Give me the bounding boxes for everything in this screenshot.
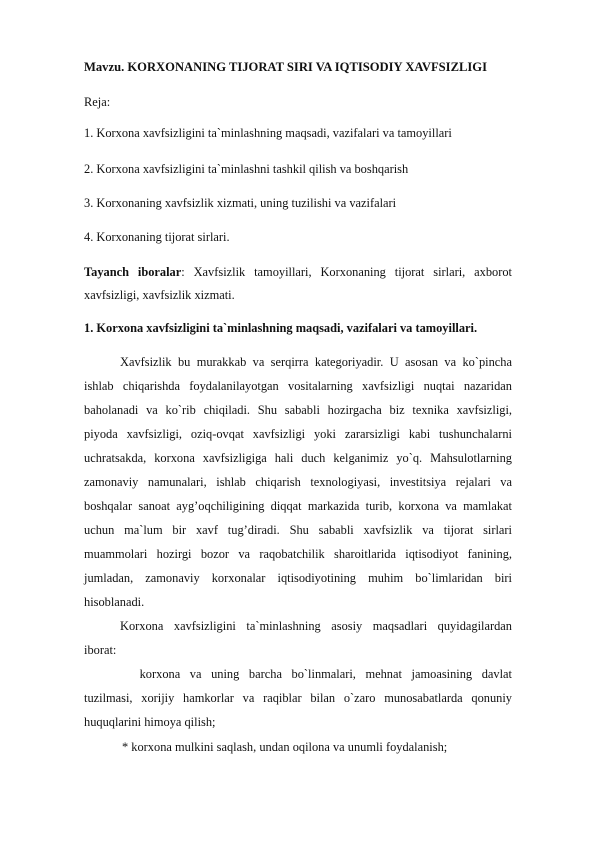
para1-line-9: muammolari hozirgi bozor va raqobatchilik sharoitlarida iqtisodiyot fanining, [84, 547, 512, 561]
para1-line-5: uchratsakda, korxona xavfsizligiga hali duch kelganimiz yo`q. Mahsulotlarning [84, 451, 512, 465]
plan-item-1: 1. Korxona xavfsizligini ta`minlashning maqsadi, vazifalari va tamoyillari [84, 126, 452, 140]
bullet2-line: * korxona mulkini saqlash, undan oqilona va unumli foydalanish; [122, 740, 448, 754]
para1-line-1: Xavfsizlik bu murakkab va serqirra kategoriyadir. U asosan va ko`pincha [120, 355, 512, 369]
para1-line-7: boshqalar sanoat ayg’oqchiligining diqqat markazida turib, korxona va mamlakat [84, 499, 512, 513]
bullet1-line-1 [120, 666, 512, 682]
bullet1-line-3: huquqlarini himoya qilish; [84, 715, 216, 729]
keywords-label: Tayanch iboralar [84, 265, 182, 279]
para1-line-11: hisoblanadi. [84, 595, 145, 609]
bullet1-text-1: korxona va uning barcha bo`linmalari, mehnat jamoasining davlat [139, 667, 512, 681]
document-title: Mavzu. KORXONANING TIJORAT SIRI VA IQTISODIY XAVFSIZLIGI [84, 60, 487, 74]
para1-line-10: jumladan, zamonaviy korxonalar iqtisodiyotining muhim bo`limlaridan biri [84, 571, 512, 585]
para1-line-8: uchun ma`lum bir xavf tug’diradi. Shu sababli xavfsizlik va tijorat sirlari [84, 523, 512, 537]
bullet1-line-2: tuzilmasi, xorijiy hamkorlar va raqiblar bilan o`zaro munosabatlarda qonuniy [84, 691, 512, 705]
keywords-line-1 [84, 264, 512, 280]
keywords-line-2: xavfsizligi, xavfsizlik xizmati. [84, 288, 235, 302]
para1-line-6: zamonaviy namunalari, ishlab chiqarish texnologiyasi, investitsiya rejalari va [84, 475, 512, 489]
plan-item-2: 2. Korxona xavfsizligini ta`minlashni tashkil qilish va boshqarish [84, 162, 409, 176]
para1-line-4: piyoda xavfsizligi, oziq-ovqat xavfsizligi yoki zararsizligi kabi tushunchalarni [84, 427, 512, 441]
para1-line-3: baholanadi va ko`rib chiqiladi. Shu sababli hozirgacha biz texnika xavfsizligi, [84, 403, 512, 417]
para2-line-2: iborat: [84, 643, 117, 657]
para1-line-2: ishlab chiqarishda foydalanilayotgan vositalarning xavfsizligi nuqtai nazaridan [84, 379, 512, 393]
section-heading: 1. Korxona xavfsizligini ta`minlashning maqsadi, vazifalari va tamoyillari. [84, 321, 478, 335]
plan-item-4: 4. Korxonaning tijorat sirlari. [84, 230, 230, 244]
para2-line-1: Korxona xavfsizligini ta`minlashning asosiy maqsadlari quyidagilardan [120, 619, 512, 633]
plan-label: Reja: [84, 95, 111, 109]
keywords-text-1: : Xavfsizlik tamoyillari, Korxonaning tijorat sirlari, axborot [181, 265, 513, 279]
plan-item-3: 3. Korxonaning xavfsizlik xizmati, uning tuzilishi va vazifalari [84, 196, 397, 210]
